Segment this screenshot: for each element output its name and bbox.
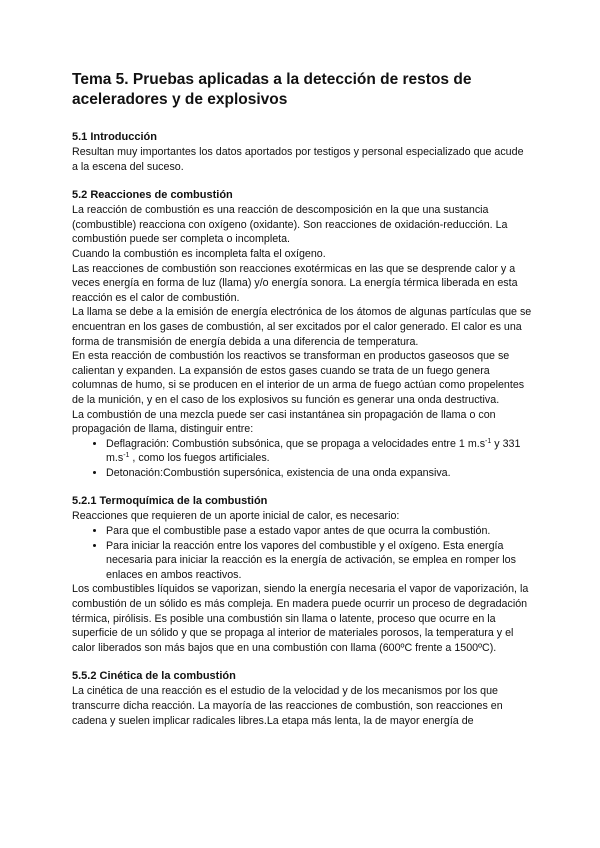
list-item [106, 437, 532, 466]
bullet-text: y 331 m.s [106, 437, 521, 465]
paragraph: Resultan muy importantes los datos aportados por testigos y personal especializado que acude a la escena del suceso. [72, 146, 524, 173]
section-heading: 5.2.1 Termoquímica de la combustión [72, 495, 268, 508]
bullet-text: , como los fuegos artificiales. [129, 452, 270, 465]
paragraph: Los combustibles líquidos se vaporizan, siendo la energía necesaria el vapor de vaporización, la combustión de un sólido es más compleja. En madera puede ocurrir un proceso de degradación térmica, pirólisis. Es posible una combustión sin llama o latente, proceso que ocurre en la superficie de un sólido y que se propaga al interior de materiales porosos, la temperatura y el calor liberados son más bajos que en una combustión con llama (600ºC frente a 1500ºC). [72, 583, 529, 654]
paragraph: Cuando la combustión es incompleta falta el oxígeno. [72, 247, 326, 260]
paragraph: La cinética de una reacción es el estudio de la velocidad y de los mecanismos por los que transcurre dicha reacción. La mayoría de las reacciones de combustión, son reacciones en cadena y suelen implicar radicales libres.La etapa más lenta, la de mayor energía de [72, 685, 503, 727]
bullet-list [72, 524, 532, 582]
document-page [72, 70, 532, 742]
list-item: • Para que el combustible pase a estado vapor antes de que ocurra la combustión. [106, 524, 532, 539]
bullet-text: Deflagración: Combustión subsónica, que se propaga a velocidades entre 1 m.s [106, 437, 486, 450]
list-item: • Para iniciar la reacción entre los vapores del combustible y el oxígeno. Esta energía necesaria para iniciar la reacción es la energía de activación, se emplea en romper los enlaces en ambos reactivos. [106, 539, 532, 583]
bullet-list [72, 437, 532, 481]
section-cinetica [72, 669, 532, 728]
paragraph: En esta reacción de combustión los reactivos se transforman en productos gaseosos que se calientan y expanden. La expansión de estos gases cuando se trata de un fuego genera columnas de humo, si se producen en el interior de un arma de fuego actúan como propelentes de la munición, y en el caso de los explosivos su función es generar una onda destructiva. [72, 350, 525, 406]
section-heading: 5.2 Reacciones de combustión [72, 189, 233, 202]
paragraph: Las reacciones de combustión son reacciones exotérmicas en las que se desprende calor y a veces energía en forma de luz (llama) y/o energía sonora. La energía térmica liberada en esta reacción es el calor de combustión. [72, 262, 518, 304]
paragraph: La reacción de combustión es una reacción de descomposición en la que una sustancia (combustible) reacciona con oxígeno (oxidante). Son reacciones de oxidación-reducción. La combustión puede ser completa o incompleta. [72, 204, 508, 246]
section-termoquimica [72, 494, 532, 655]
superscript: -1 [123, 452, 130, 460]
paragraph: La llama se debe a la emisión de energía electrónica de los átomos de algunas partículas que se encuentran en los gases de combustión, al ser excitados por el calor generado. El calor es una forma de transmisión de energía debida a una diferencia de temperatura. [72, 306, 532, 348]
superscript: -1 [485, 437, 492, 445]
paragraph: Reacciones que requieren de un aporte inicial de calor, es necesario: [72, 510, 400, 523]
document-title: Tema 5. Pruebas aplicadas a la detección de restos de aceleradores y de explosivos [72, 71, 472, 108]
section-heading: 5.1 Introducción [72, 131, 157, 143]
section-introduccion [72, 130, 532, 174]
list-item: • Detonación:Combustión supersónica, existencia de una onda expansiva. [106, 466, 532, 481]
section-reacciones-combustion [72, 188, 532, 480]
section-heading: 5.5.2 Cinética de la combustión [72, 670, 236, 683]
paragraph: La combustión de una mezcla puede ser casi instantánea sin propagación de llama o con propagación de llama, distinguir entre: [72, 408, 496, 436]
